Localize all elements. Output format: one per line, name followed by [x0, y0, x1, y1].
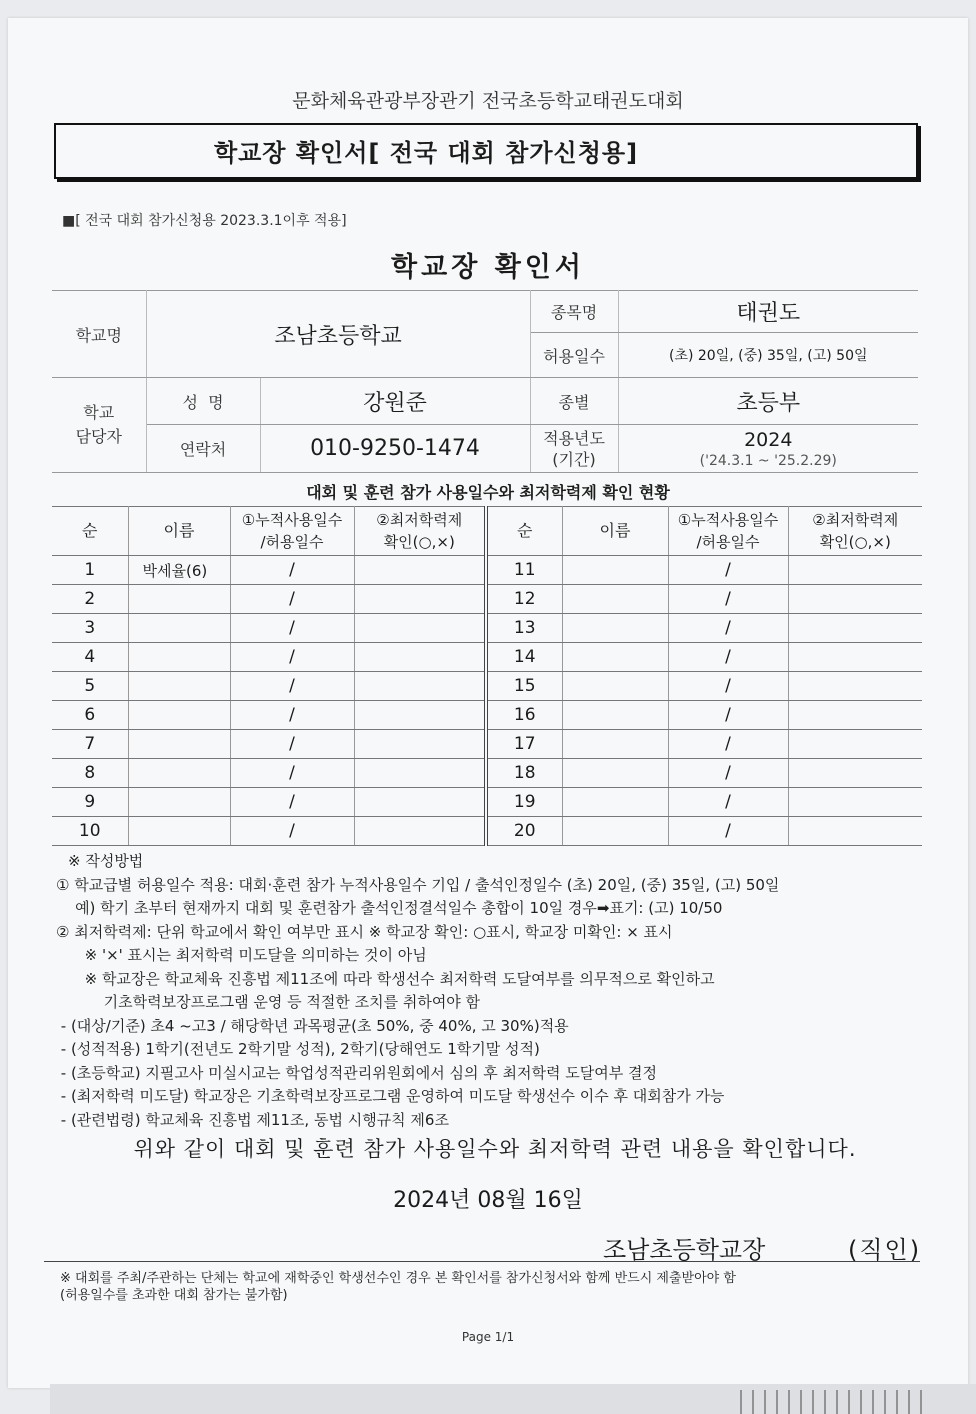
- row-name: [562, 788, 668, 817]
- table-row: [52, 730, 922, 759]
- participation-table: [52, 506, 922, 846]
- row-name: [128, 730, 230, 759]
- event-label: 종목명: [530, 291, 618, 333]
- row-grade: [788, 701, 922, 730]
- row-days: /: [668, 730, 788, 759]
- division-value: 초등부: [618, 378, 918, 425]
- row-days: /: [668, 701, 788, 730]
- header-no-2: 순: [486, 507, 562, 556]
- instruction-line: ② 최저학력제: 단위 학교에서 확인 여부만 표시 ※ 학교장 확인: ○표시, 학교장 미확인: × 표시: [56, 922, 673, 941]
- row-no: 9: [52, 788, 128, 817]
- binding-holes: [740, 1390, 930, 1414]
- header-grade: ②최저학력제 확인(○,×): [354, 507, 486, 556]
- event-value: 태권도: [618, 291, 918, 333]
- row-grade: [788, 614, 922, 643]
- row-no: 11: [486, 556, 562, 585]
- row-grade: [788, 585, 922, 614]
- year-period: ('24.3.1 ~ '25.2.29): [699, 452, 837, 469]
- instruction-line: - (최저학력 미도달) 학교장은 기초학력보장프로그램 운영하여 미도달 학생선수 이수 후 대회참가 가능: [56, 1087, 725, 1105]
- info-table: [52, 290, 918, 473]
- row-no: 6: [52, 701, 128, 730]
- page-number: Page 1/1: [461, 1330, 515, 1344]
- row-grade: [788, 556, 922, 585]
- table-row: [52, 701, 922, 730]
- instruction-line: - (관련법령) 학교체육 진흥법 제11조, 동법 시행규칙 제6조: [56, 1110, 449, 1129]
- table-row: [52, 556, 922, 585]
- row-no: 5: [52, 672, 128, 701]
- row-no: 15: [486, 672, 562, 701]
- row-name: [562, 701, 668, 730]
- row-no: 2: [52, 585, 128, 614]
- row-days: /: [230, 730, 354, 759]
- table-row: [52, 643, 922, 672]
- row-name: [128, 759, 230, 788]
- row-name: [128, 643, 230, 672]
- row-grade: [354, 730, 486, 759]
- row-days: /: [668, 585, 788, 614]
- row-days: /: [230, 701, 354, 730]
- row-no: 20: [486, 817, 562, 846]
- row-days: /: [668, 672, 788, 701]
- row-name: [128, 614, 230, 643]
- year-label: 적용년도 (기간): [530, 425, 618, 473]
- row-grade: [788, 759, 922, 788]
- header-grade-2: ②최저학력제 확인(○,×): [788, 507, 922, 556]
- row-days: /: [230, 672, 354, 701]
- days-label: 허용일수: [530, 333, 618, 378]
- table-row: [52, 585, 922, 614]
- row-no: 19: [486, 788, 562, 817]
- row-grade: [354, 759, 486, 788]
- official-seal-mark: (직인): [848, 1236, 922, 1264]
- row-days: /: [668, 643, 788, 672]
- school-label: 학교명: [52, 291, 146, 378]
- row-days: /: [668, 556, 788, 585]
- row-no: 7: [52, 730, 128, 759]
- header-name-2: 이름: [562, 507, 668, 556]
- row-no: 12: [486, 585, 562, 614]
- table-header-row: [52, 507, 922, 556]
- year-cell: [618, 425, 918, 473]
- row-no: 10: [52, 817, 128, 846]
- row-name: [562, 759, 668, 788]
- school-value: 조남초등학교: [146, 291, 530, 378]
- instructions-title: ※ 작성방법: [68, 852, 144, 870]
- contact-label: 연락처: [146, 425, 260, 473]
- row-grade: [788, 672, 922, 701]
- row-grade: [354, 643, 486, 672]
- title-box: [54, 123, 918, 179]
- row-days: /: [230, 556, 354, 585]
- name-label: 성 명: [146, 378, 260, 425]
- instruction-line: - (초등학교) 지필고사 미실시교는 학업성적관리위원회에서 심의 후 최저학력 도달여부 결정: [56, 1063, 657, 1082]
- instruction-line: - (성적적용) 1학기(전년도 2학기말 성적), 2학기(당해연도 1학기말 성적): [56, 1040, 540, 1058]
- row-days: /: [668, 614, 788, 643]
- confirmation-statement: 위와 같이 대회 및 훈련 참가 사용일수와 최저학력 관련 내용을 확인합니다.: [133, 1137, 857, 1161]
- header-no: 순: [52, 507, 128, 556]
- table-row: [52, 759, 922, 788]
- row-name: [562, 730, 668, 759]
- row-name: [562, 672, 668, 701]
- divider: [44, 1261, 920, 1262]
- row-name: [128, 585, 230, 614]
- document-title: 학교장 확인서: [391, 252, 585, 283]
- row-days: /: [230, 643, 354, 672]
- row-no: 14: [486, 643, 562, 672]
- contact-value: 010-9250-1474: [260, 425, 530, 473]
- row-days: /: [230, 585, 354, 614]
- row-name: [562, 585, 668, 614]
- row-days: /: [668, 759, 788, 788]
- row-grade: [354, 672, 486, 701]
- box-title: 학교장 확인서[ 전국 대회 참가신청용]: [213, 139, 639, 167]
- row-name: [562, 556, 668, 585]
- row-days: /: [230, 614, 354, 643]
- row-days: /: [230, 817, 354, 846]
- notice-line: ■[ 전국 대회 참가신청용 2023.3.1이후 적용]: [62, 213, 347, 229]
- days-value: (초) 20일, (중) 35일, (고) 50일: [618, 333, 918, 378]
- instruction-line: ① 학교급별 허용일수 적용: 대회·훈련 참가 누적사용일수 기입 / 출석인정일수 (초) 20일, (중) 35일, (고) 50일: [56, 875, 780, 894]
- row-no: 4: [52, 643, 128, 672]
- row-name: 박세율(6): [128, 556, 230, 585]
- instruction-line: 기초학력보장프로그램 운영 등 적절한 조치를 취하여야 함: [56, 993, 481, 1011]
- instruction-line: - (대상/기준) 초4 ~고3 / 해당학년 과목평균(초 50%, 중 40%, 고 30%)적용: [56, 1016, 569, 1035]
- header-name: 이름: [128, 507, 230, 556]
- table-row: [52, 672, 922, 701]
- row-no: 17: [486, 730, 562, 759]
- header-days: ①누적사용일수 /허용일수: [230, 507, 354, 556]
- manager-label: 학교 담당자: [52, 378, 146, 473]
- instruction-line: ※ '×' 표시는 최저학력 미도달을 의미하는 것이 아님: [56, 946, 427, 964]
- row-no: 3: [52, 614, 128, 643]
- principal-name: 조남초등학교장: [603, 1236, 766, 1264]
- table-row: [52, 817, 922, 846]
- row-grade: [788, 643, 922, 672]
- table-row: [52, 614, 922, 643]
- instruction-line: 예) 학기 초부터 현재까지 대회 및 훈련참가 출석인정결석일수 총합이 10일 경우➡표기: (고) 10/50: [56, 899, 723, 917]
- row-grade: [354, 817, 486, 846]
- issue-date: 2024년 08월 16일: [393, 1188, 583, 1213]
- name-value: 강원준: [260, 378, 530, 425]
- row-grade: [788, 817, 922, 846]
- row-grade: [354, 614, 486, 643]
- row-name: [128, 701, 230, 730]
- event-header: 문화체육관광부장관기 전국초등학교태권도대회: [292, 90, 684, 112]
- row-grade: [788, 730, 922, 759]
- row-no: 13: [486, 614, 562, 643]
- year-value: 2024: [744, 428, 793, 451]
- row-name: [562, 643, 668, 672]
- footnote: ※ 대회를 주최/주관하는 단체는 학교에 재학중인 학생선수인 경우 본 확인서를 참가신청서와 함께 반드시 제출받아야 함 (허용일수를 초과한 대회 참가는 불가함): [60, 1271, 736, 1303]
- row-name: [128, 817, 230, 846]
- division-label: 종별: [530, 378, 618, 425]
- row-days: /: [230, 759, 354, 788]
- row-grade: [354, 585, 486, 614]
- row-grade: [788, 788, 922, 817]
- row-name: [562, 614, 668, 643]
- row-grade: [354, 701, 486, 730]
- instruction-line: ※ 학교장은 학교체육 진흥법 제11조에 따라 학생선수 최저학력 도달여부를 의무적으로 확인하고: [56, 969, 715, 988]
- row-grade: [354, 556, 486, 585]
- row-no: 16: [486, 701, 562, 730]
- table-row: [52, 788, 922, 817]
- header-days-2: ①누적사용일수 /허용일수: [668, 507, 788, 556]
- table-title: 대회 및 훈련 참가 사용일수와 최저학력제 확인 현황: [306, 483, 670, 502]
- row-no: 1: [52, 556, 128, 585]
- row-name: [128, 788, 230, 817]
- row-name: [128, 672, 230, 701]
- row-days: /: [668, 817, 788, 846]
- instructions: [56, 850, 926, 1132]
- row-no: 8: [52, 759, 128, 788]
- row-name: [562, 817, 668, 846]
- row-no: 18: [486, 759, 562, 788]
- row-days: /: [668, 788, 788, 817]
- row-grade: [354, 788, 486, 817]
- row-days: /: [230, 788, 354, 817]
